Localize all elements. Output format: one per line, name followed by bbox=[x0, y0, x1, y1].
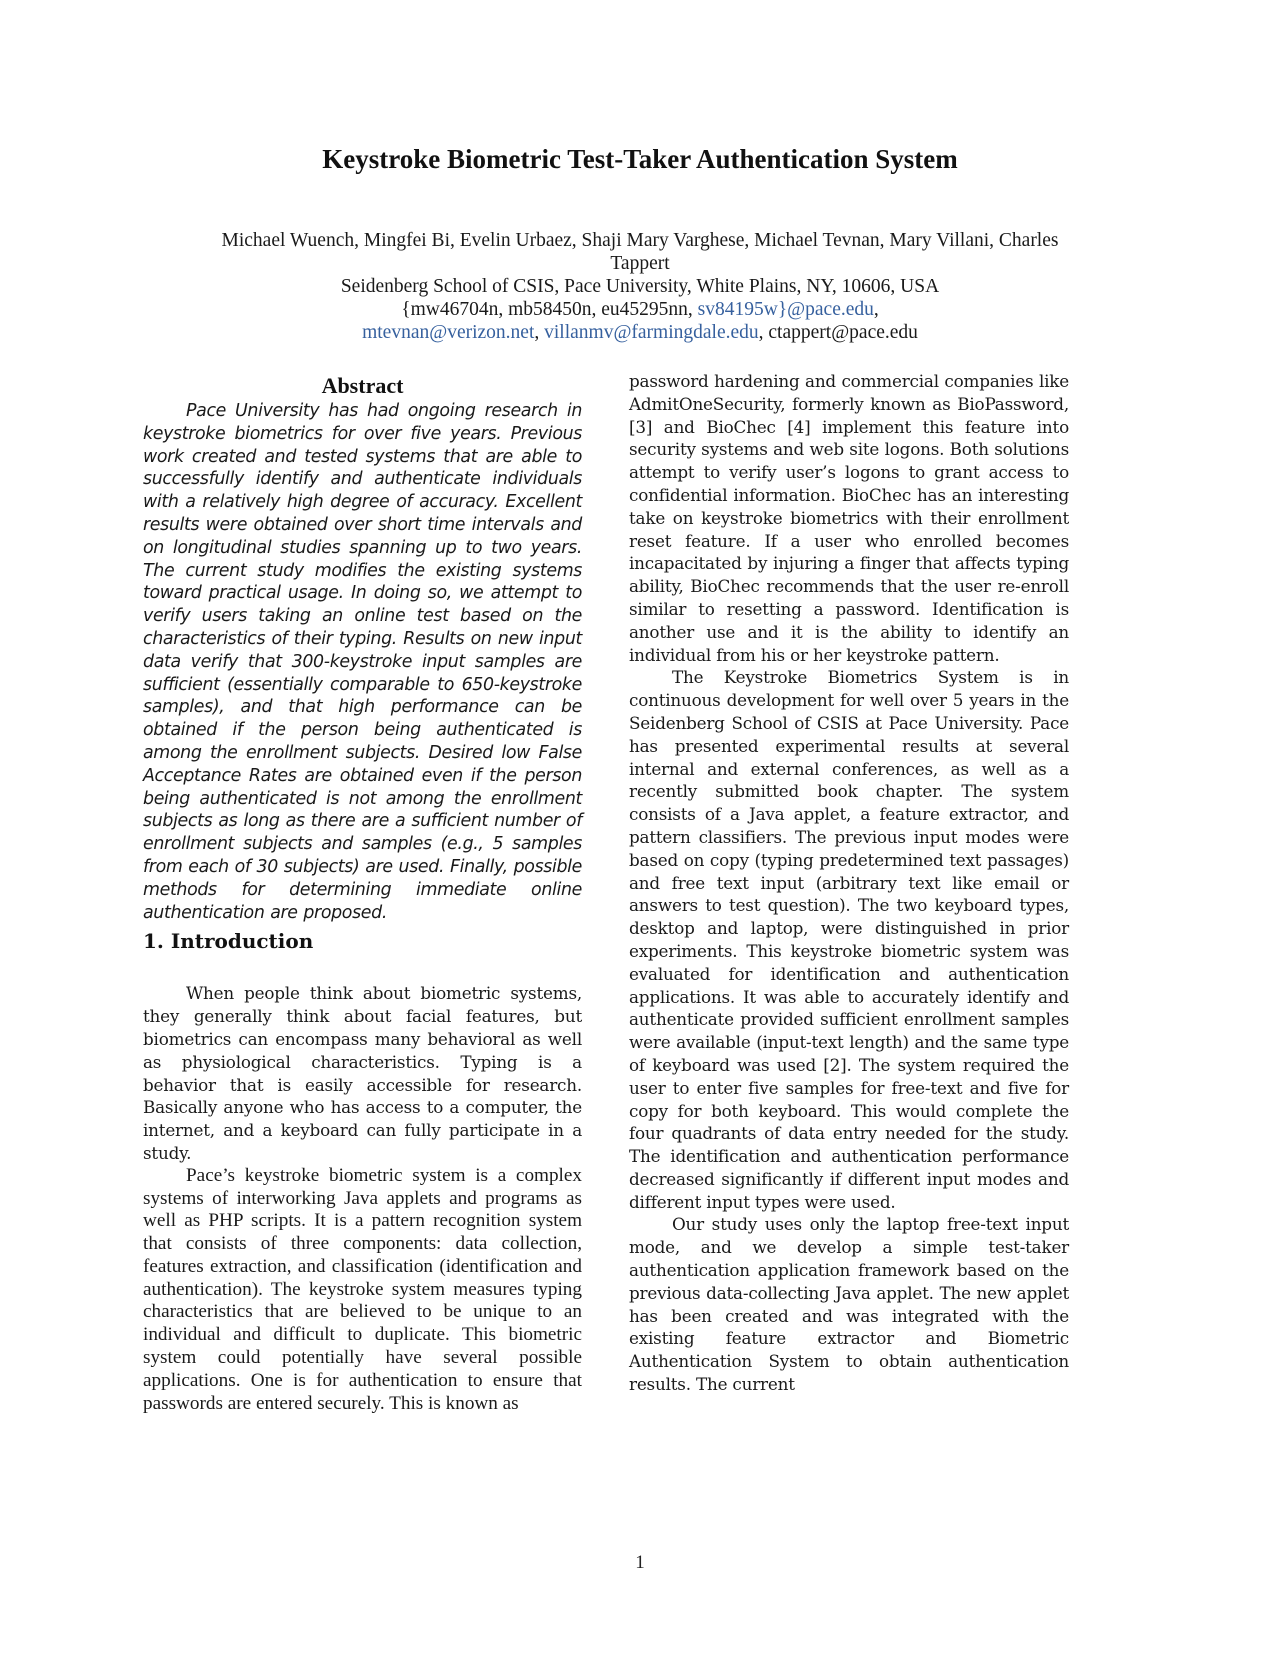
author-names: Michael Wuench, Mingfei Bi, Evelin Urbaez, Shaji Mary Varghese, Michael Tevnan, Mary Villani, Charles bbox=[221, 230, 1059, 251]
author-block bbox=[160, 229, 1120, 344]
left-column bbox=[143, 370, 582, 1415]
intro-paragraph-3: The Keystroke Biometrics System is in continuous development for well over 5 years in the Seidenberg School of CSIS at Pace University. Pace has presented experimental results at several internal and external conferences, as well as a recently submitted book chapter. The system consists of a Java applet, a feature extractor, and pattern classifiers. The previous input modes were based on copy (typing predetermined text passages) and free text input (arbitrary text like email or answers to test question). The two keyboard types, desktop and laptop, were distinguished in prior experiments. This keystroke biometric system was evaluated for identification and authentication applications. It was able to accurately identify and authenticate provided sufficient enrollment samples were available (input-text length) and the same type of keyboard was used [2]. The system required the user to enter five samples for free-text and five for copy for both keyboard. This would complete the four quadrants of data entry needed for the study. The identification and authentication performance decreased significantly if different input modes and different input types were used. bbox=[629, 667, 1069, 1212]
email-line-1 bbox=[160, 298, 1120, 321]
email-separator: , bbox=[873, 299, 879, 320]
section-heading-introduction: 1. Introduction bbox=[143, 929, 314, 954]
email-link-sv84195w[interactable]: sv84195w}@pace.edu bbox=[697, 299, 874, 320]
page-number: 1 bbox=[635, 1552, 645, 1573]
email-link-villanmv[interactable]: villanmv@farmingdale.edu bbox=[544, 322, 759, 343]
affiliation: Seidenberg School of CSIS, Pace University, White Plains, NY, 10606, USA bbox=[340, 276, 940, 297]
intro-paragraph-4: Our study uses only the laptop free-text input mode, and we develop a simple test-taker authentication application framework based on the previous data-collecting Java applet. The new applet has been created and was integrated with the existing feature extractor and Biometric Authentication System to obtain authentication results. The current bbox=[629, 1214, 1069, 1395]
email-line-2 bbox=[160, 321, 1120, 344]
intro-paragraph-2: Pace’s keystroke biometric system is a complex systems of interworking Java applets and programs as well as PHP scripts. It is a pattern recognition system that consists of three components: data collection, features extraction, and classification (identification and authentication). The keystroke system measures typing characteristics that are believed to be unique to an individual and difficult to duplicate. This biometric system could potentially have several possible applications. One is for authentication to ensure that passwords are entered securely. This is known as bbox=[143, 1164, 582, 1414]
email-link-mtevnan[interactable]: mtevnan@verizon.net bbox=[362, 322, 535, 343]
paper-title: Keystroke Biometric Test-Taker Authentication System bbox=[322, 144, 958, 174]
right-column bbox=[629, 370, 1069, 1396]
author-names-continued: Tappert bbox=[610, 253, 670, 274]
abstract-text: Pace University has had ongoing research in keystroke biometrics for over five years. Previous work created and tested systems that are able to successfully identify and authenticate individuals with a relatively high degree of accuracy. Excellent results were obtained over short time intervals and on longitudinal studies spanning up to two years. The current study modifies the existing systems toward practical usage. In doing so, we attempt to verify users taking an online test based on the characteristics of their typing. Results on new input data verify that 300-keystroke input samples are sufficient (essentially comparable to 650-keystroke samples), and that high performance can be obtained if the person being authenticated is among the enrollment subjects. Desired low False Acceptance Rates are obtained even if the person being authenticated is not among the enrollment subjects as long as there are a sufficient number of enrollment subjects and samples (e.g., 5 samples from each of 30 subjects) are used. Finally, possible methods for determining immediate online authentication are proposed. bbox=[143, 401, 582, 923]
email-group-text: {mw46704n, mb58450n, eu45295nn, bbox=[401, 299, 698, 320]
intro-paragraph-2-continued: password hardening and commercial companies like AdmitOneSecurity, formerly known as BioPassword, [3] and BioChec [4] implement this feature into security systems and web site logons. Both solutions attempt to verify user’s logons to grant access to confidential information. BioChec has an interesting take on keystroke biometrics with their enrollment reset feature. If a user who enrolled becomes incapacitated by injuring a finger that affects typing ability, BioChec recommends that the user re-enroll similar to resetting a password. Identification is another use and it is the ability to identify an individual from his or her keystroke pattern. bbox=[629, 371, 1069, 665]
abstract-heading: Abstract bbox=[321, 373, 404, 398]
email-ctappert: , ctappert@pace.edu bbox=[758, 322, 918, 343]
intro-paragraph-1: When people think about biometric systems, they generally think about facial features, but biometrics can encompass many behavioral as well as physiological characteristics. Typing is a behavior that is easily accessible for research. Basically anyone who has access to a computer, the internet, and a keyboard can fully participate in a study. bbox=[143, 983, 582, 1163]
email-separator: , bbox=[534, 322, 545, 343]
